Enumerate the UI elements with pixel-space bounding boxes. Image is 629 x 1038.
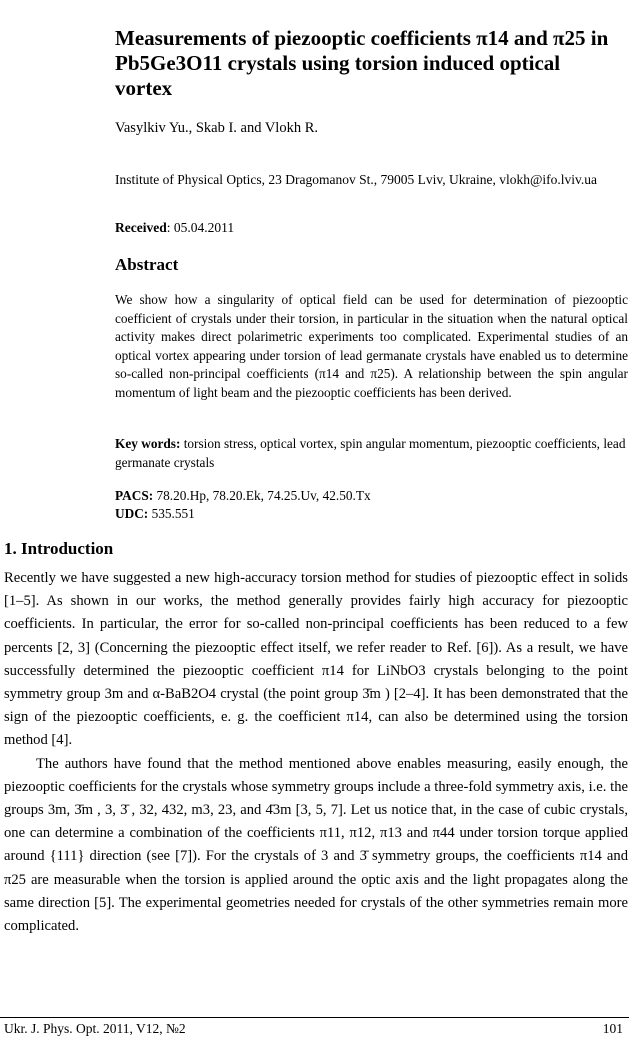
abstract-text: We show how a singularity of optical field can be used for determination of piezooptic coefficient of crystals under their torsion, in particular in the situation when the natural optical activity makes direct polarimetric experiments too complicated. Experimental studies of an optical vortex appearing under torsion of lead germanate crystals have enabled us to determine so-called non-principal coefficients (π14 and π25). A relationship between the spin angular momentum of light beam and the piezooptic coefficients has been derived. <box>115 292 628 400</box>
keywords-line <box>115 434 628 472</box>
body-text <box>4 567 628 938</box>
pacs-label: PACS: <box>115 488 154 503</box>
paper-title: Measurements of piezooptic coefficients π14 and π25 in Pb5Ge3O11 crystals using torsion induced optical vortex <box>115 26 609 100</box>
abstract-heading: Abstract <box>115 255 179 274</box>
received-label: Received <box>115 220 167 235</box>
footer-divider <box>0 1017 629 1018</box>
journal-citation: Ukr. J. Phys. Opt. 2011, V12, №2 <box>4 1021 186 1036</box>
udc-line <box>115 505 371 523</box>
section-heading: 1. Introduction <box>4 539 114 558</box>
pacs-line <box>115 487 371 505</box>
paragraph: The authors have found that the method mentioned above enables measuring, easily enough, the piezooptic coefficients for the crystals whose symmetry groups include a three-fold symmetry axis, i.e. the groups 3m, 3̄m , 3, 3̄ , 32, 432, m3, 23, and 4̄3m [3, 5, 7]. Let us notice that, in the case of cubic crystals, one can determine a combination of the coefficients π11, π12, π13 and π44 under torsion torque applied around {111} direction (see [7]). For the crystals of 3 and 3̄ symmetry groups, the coefficients π14 and π25 are measurable when the torsion is applied around the optic axis and the light propagates along the same direction [5]. The experimental geometries needed for crystals of the other symmetries remain more complicated. <box>4 755 628 935</box>
authors: Vasylkiv Yu., Skab I. and Vlokh R. <box>115 120 318 136</box>
paragraph: Recently we have suggested a new high-accuracy torsion method for studies of piezooptic effect in solids [1–5]. As shown in our works, the method generally provides fairly high accuracy for piezooptic coefficients. In particular, the error for so-called non-principal coefficients has been reduced to a few percents [2, 3] (Concerning the piezooptic effect itself, we refer reader to Ref. [6]). As a result, we have successfully determined the piezooptic coefficient π14 for LiNbO3 crystals belonging to the point symmetry group 3m and α-BaB2O4 crystal (the point group 3̄m ) [2–4]. It has been demonstrated that the sign of the piezooptic coefficients, e. g. the coefficient π14, can also be determined using the torsion method [4]. <box>4 570 628 749</box>
received-line <box>115 220 234 236</box>
keywords-text: torsion stress, optical vortex, spin angular momentum, piezooptic coefficients, lead germanate crystals <box>115 436 626 470</box>
udc-code: 535.551 <box>148 506 195 521</box>
pacs-codes: 78.20.Hp, 78.20.Ek, 74.25.Uv, 42.50.Tx <box>153 488 371 503</box>
page-number: 101 <box>602 1021 623 1036</box>
keywords-label: Key words: <box>115 436 181 451</box>
affiliation: Institute of Physical Optics, 23 Dragomanov St., 79005 Lviv, Ukraine, vlokh@ifo.lviv.ua <box>115 172 597 187</box>
received-date: : 05.04.2011 <box>166 220 235 235</box>
classification-codes <box>115 487 371 523</box>
udc-label: UDC: <box>115 506 149 521</box>
